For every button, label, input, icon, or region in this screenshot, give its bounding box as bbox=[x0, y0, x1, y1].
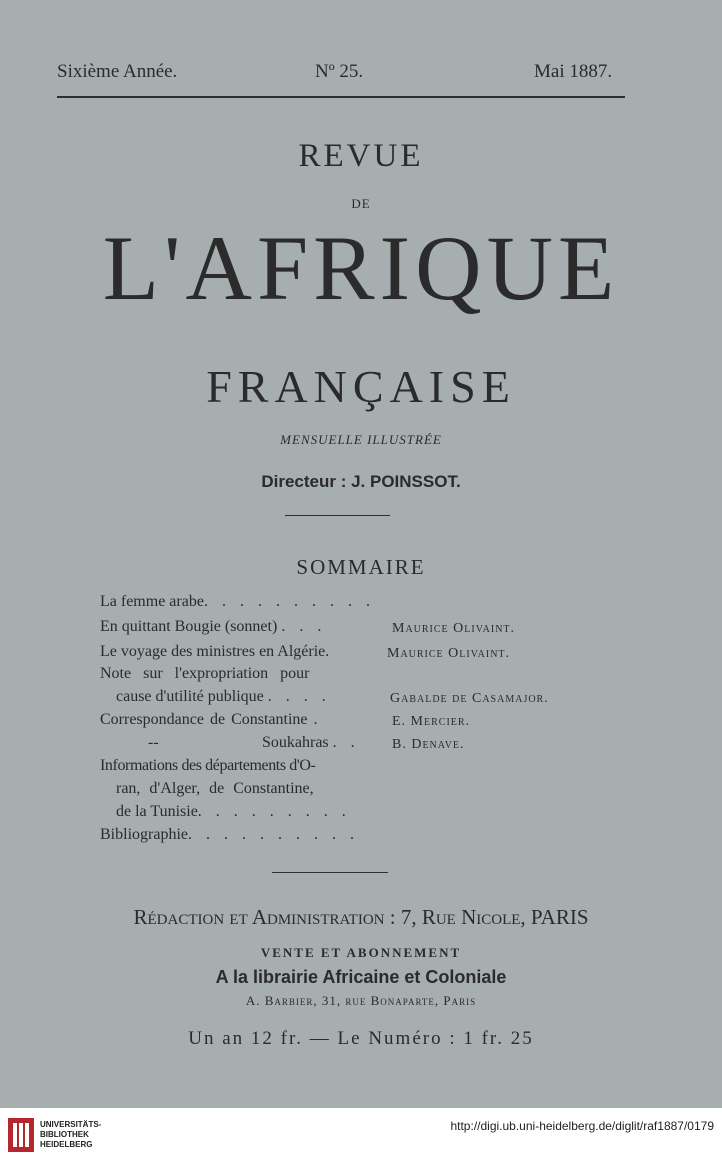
toc-item: Informations des départements d'O- bbox=[100, 757, 316, 774]
toc-item: Le voyage des ministres en Algérie. bbox=[100, 643, 330, 660]
header-rule bbox=[57, 96, 625, 98]
source-url-link[interactable]: http://digi.ub.uni-heidelberg.de/diglit/raf1887/0179 bbox=[450, 1119, 714, 1133]
barbier-address: A. Barbier, 31, rue Bonaparte, Paris bbox=[245, 993, 477, 1008]
footer-bar bbox=[0, 1108, 722, 1162]
toc-author: E. Mercier. bbox=[392, 714, 471, 729]
toc-author: Maurice Olivaint. bbox=[387, 646, 511, 661]
toc-author: B. Denave. bbox=[392, 737, 465, 752]
toc-item: En quittant Bougie (sonnet) . . . bbox=[100, 618, 327, 635]
divider-rule bbox=[272, 872, 388, 873]
title-afrique: L'AFRIQUE bbox=[102, 217, 620, 319]
vente-abonnement: VENTE ET ABONNEMENT bbox=[260, 945, 462, 960]
university-logo-text: UNIVERSITÄTS- BIBLIOTHEK HEIDELBERG bbox=[40, 1120, 102, 1149]
toc-item: Note sur l'expropriation pour bbox=[100, 665, 310, 682]
toc-item: Bibliographie. . . . . . . . . . bbox=[100, 826, 359, 843]
header-year: Sixième Année. bbox=[57, 61, 178, 82]
title-revue: REVUE bbox=[298, 138, 424, 174]
toc-item: Correspondance de Constantine . bbox=[100, 711, 318, 728]
toc-item: cause d'utilité publique . . . . bbox=[116, 688, 331, 705]
subtitle-mensuelle: MENSUELLE ILLUSTRÉE bbox=[280, 432, 442, 447]
toc-item: -- bbox=[148, 734, 159, 751]
sommaire-heading: SOMMAIRE bbox=[296, 555, 426, 579]
director-line: Directeur : J. POINSSOT. bbox=[261, 472, 461, 491]
header-date: Mai 1887. bbox=[534, 61, 613, 82]
divider-rule bbox=[285, 515, 390, 516]
university-logo-icon bbox=[8, 1118, 34, 1152]
toc-item: ran, d'Alger, de Constantine, bbox=[116, 780, 314, 797]
toc-item: de la Tunisie. . . . . . . . . bbox=[116, 803, 351, 820]
toc-item: La femme arabe. . . . . . . . . . bbox=[100, 593, 375, 610]
librairie-line: A la librairie Africaine et Coloniale bbox=[215, 967, 507, 987]
toc-item: Soukahras . . bbox=[262, 734, 360, 751]
toc-author: Gabalde de Casamajor. bbox=[390, 691, 549, 706]
header-issue-number: Nº 25. bbox=[315, 61, 364, 82]
price-line: Un an 12 fr. — Le Numéro : 1 fr. 25 bbox=[188, 1028, 534, 1049]
title-de: DE bbox=[351, 196, 371, 211]
title-francaise: FRANÇAISE bbox=[206, 361, 516, 412]
toc-author: Maurice Olivaint. bbox=[392, 621, 516, 636]
redaction-address: Rédaction et Administration : 7, Rue Nicole, PARIS bbox=[133, 905, 589, 929]
